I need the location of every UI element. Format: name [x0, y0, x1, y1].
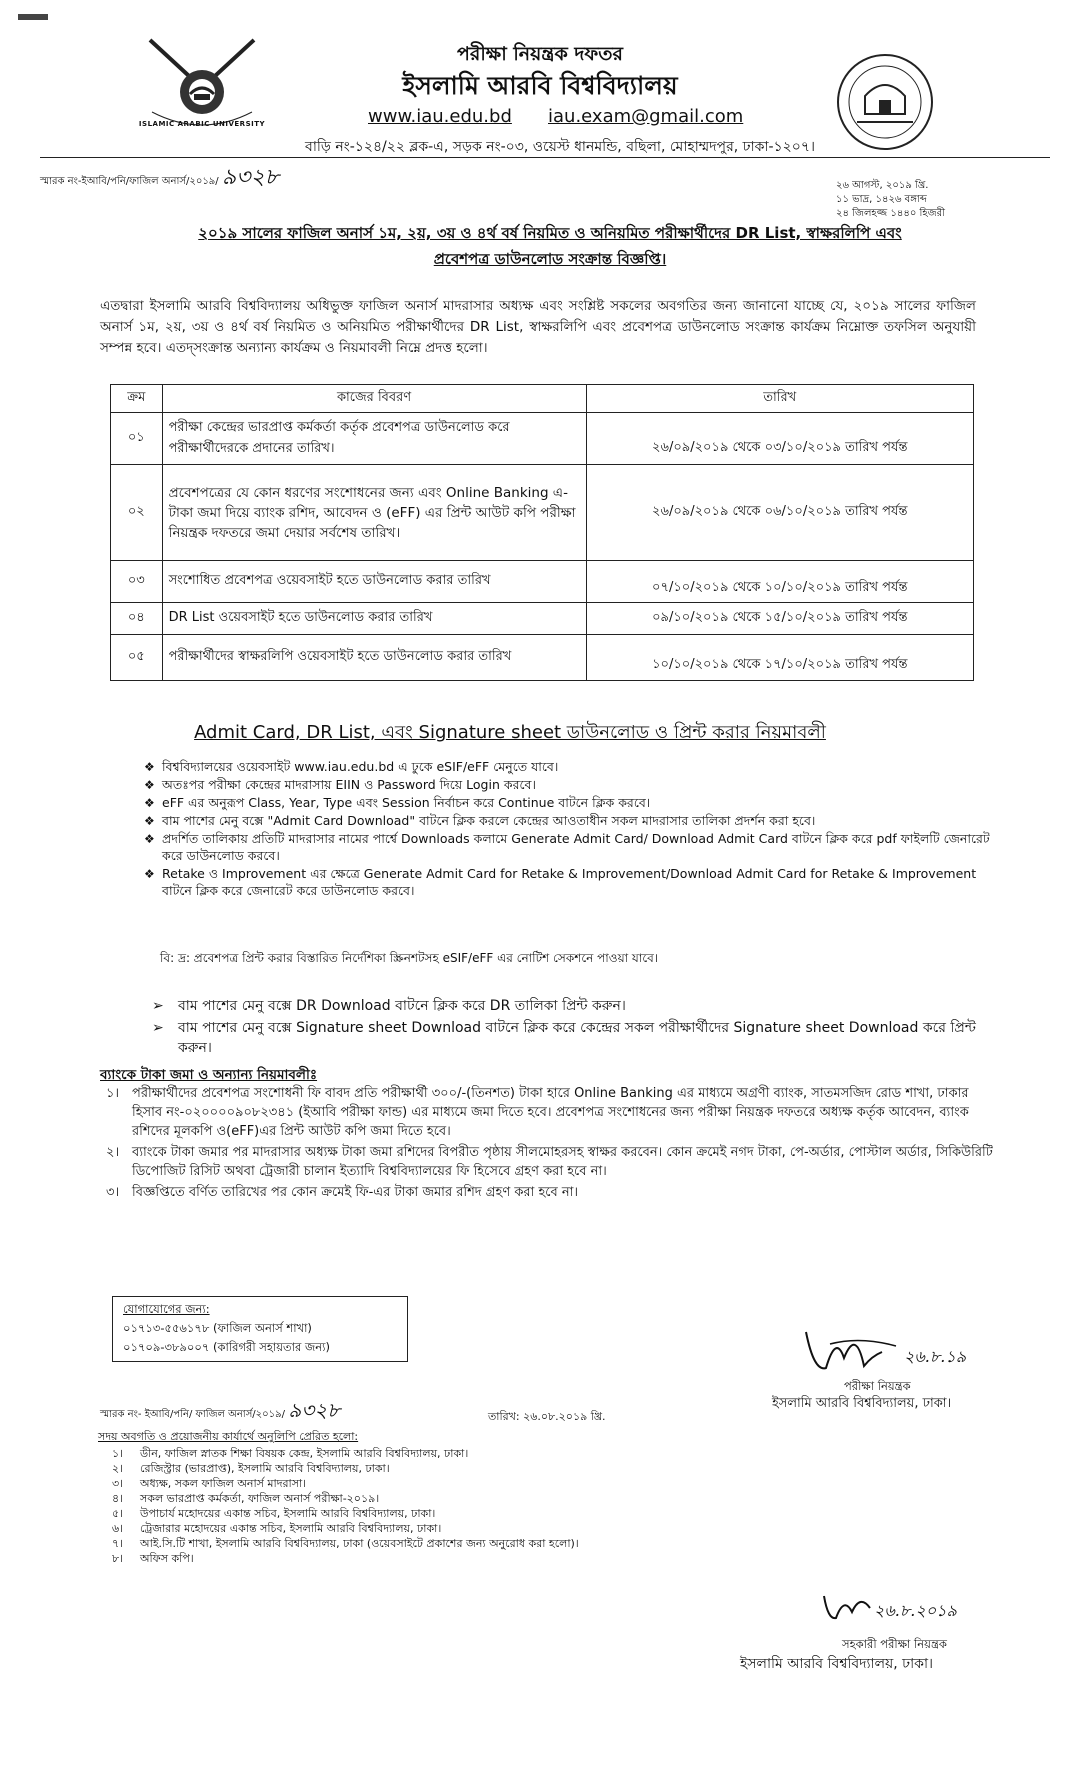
rules-heading: Admit Card, DR List, এবং Signature sheet ডাউনলোড ও প্রিন্ট করার নিয়মাবলী — [194, 722, 826, 743]
university-name: ইসলামি আরবি বিশ্ববিদ্যালয় — [402, 71, 678, 100]
copy-item-text: ট্রেজারার মহোদয়ের একান্ত সচিব, ইসলামি আরবি বিশ্ববিদ্যালয়, ঢাকা। — [140, 1522, 442, 1535]
copy-memo-date: তারিখ: ২৬.০৮.২০১৯ খ্রি. — [488, 1410, 606, 1423]
item-number: ২। — [106, 1145, 120, 1160]
list-item — [112, 1521, 732, 1536]
header-serial: ক্রম — [111, 385, 163, 413]
row-task: পরীক্ষা কেন্দ্রের ভারপ্রাপ্ত কর্মকর্তা কর্তৃক প্রবেশপত্র ডাউনলোড করে পরীক্ষার্থীদেরকে প্রদানের তারিখ। — [162, 413, 586, 465]
arrow-bullet-icon: ➢ — [152, 998, 164, 1014]
memo-ref-number: ৯৩২৮ — [221, 165, 280, 190]
list-item — [112, 1476, 732, 1491]
item-number: ১। — [106, 1086, 120, 1101]
list-item — [112, 1491, 732, 1506]
table-row — [111, 561, 974, 603]
diamond-bullet-icon: ❖ — [144, 760, 155, 774]
arrow-item-text: বাম পাশের মেনু বক্সে DR Download বাটনে ক্লিক করে DR তালিকা প্রিন্ট করুন। — [178, 998, 626, 1014]
diamond-bullet-icon: ❖ — [144, 867, 155, 881]
memo-date-hijri: ২৪ জিলহজ্জ ১৪৪০ হিজরী — [836, 208, 945, 219]
address: বাড়ি নং-১২৪/২২ ব্লক-এ, সড়ক নং-০৩, ওয়েস্ট ধানমন্ডি, বছিলা, মোহাম্মদপুর, ঢাকা-১২০৭। — [305, 139, 815, 155]
header-rule — [40, 157, 1050, 158]
copy-item-text: আই.সি.টি শাখা, ইসলামি আরবি বিশ্ববিদ্যালয়, ঢাকা (ওয়েবসাইটে প্রকাশের জন্য অনুরোধ করা হলো)। — [140, 1537, 579, 1550]
controller-org: ইসলামি আরবি বিশ্ববিদ্যালয়, ঢাকা। — [772, 1396, 952, 1411]
row-serial: ০৪ — [111, 603, 163, 635]
list-item — [112, 1536, 732, 1551]
rule-text: অতঃপর পরীক্ষা কেন্দ্রের মাদরাসায় EIIN ও Password দিয়ে Login করবে। — [162, 777, 536, 792]
assistant-org: ইসলামি আরবি বিশ্ববিদ্যালয়, ঢাকা। — [740, 1656, 934, 1672]
diamond-bullet-icon: ❖ — [144, 814, 155, 828]
list-item — [140, 865, 1000, 899]
contact-phone-2: ০১৭০৯-৩৮৯০০৭ (কারিগরী সহায়তার জন্য) — [123, 1340, 330, 1354]
bank-rule-text: ব্যাংকে টাকা জমার পর মাদরাসার অধ্যক্ষ টাকা জমা রশিদের বিপরীত পৃষ্ঠায় সীলমোহরসহ স্বাক্ষর করবেন। কোন ক্রমেই নগদ টাকা, পে-অর্ডার, পোস্টাল অর্ডার, সিকিউরিটি ডিপোজিট রিসিট অথবা ট্রেজারী চালান ইত্যাদি বিশ্ববিদ্যালয়ের ফি হিসেবে গ্রহণ করা হবে না। — [132, 1145, 993, 1179]
list-item — [140, 812, 1000, 829]
table-row — [111, 465, 974, 561]
arrow-bullet-icon: ➢ — [152, 1020, 164, 1036]
list-item — [112, 1446, 732, 1461]
item-number: ৫। — [112, 1507, 124, 1520]
list-item — [140, 776, 1000, 793]
item-number: ২। — [112, 1462, 124, 1475]
signature-assistant — [818, 1588, 1018, 1638]
row-task: পরীক্ষার্থীদের স্বাক্ষরলিপি ওয়েবসাইট হতে ডাউনলোড করার তারিখ — [162, 635, 586, 681]
intro-paragraph: এতদ্বারা ইসলামি আরবি বিশ্ববিদ্যালয় অধিভুক্ত ফাজিল অনার্স মাদরাসার অধ্যক্ষ এবং সংশ্লিষ্ট সকলের অবগতির জন্য জানানো যাচ্ছে যে, ২০১৯ সালের ফাজিল অনার্স ১ম, ২য়, ৩য় ও ৪র্থ বর্ষ নিয়মিত ও অনিয়মিত পরীক্ষার্থীদের DR List, স্বাক্ষরলিপি এবং প্রবেশপত্র ডাউনলোড সংক্রান্ত কার্যক্রম নিম্নোক্ত তফসিল অনুযায়ী সম্পন্ন হবে। এতদ্সংক্রান্ত অন্যান্য কার্যক্রম ও নিয়মাবলী নিম্নে প্রদত্ত হলো। — [100, 298, 976, 356]
handwritten-signature-icon — [818, 1588, 878, 1628]
row-serial: ০১ — [111, 413, 163, 465]
university-logo — [132, 32, 272, 140]
notice-title-line2: প্রবেশপত্র ডাউনলোড সংক্রান্ত বিজ্ঞপ্তি। — [433, 250, 667, 268]
table-row — [111, 635, 974, 681]
copy-list — [112, 1446, 732, 1566]
item-number: ৩। — [112, 1477, 124, 1490]
rule-text: বাম পাশের মেনু বক্সে "Admit Card Download" বাটনে ক্লিক করলে কেন্দ্রের আওতাধীন সকল মাদরাসার তালিকা প্রদর্শন করা হবে। — [162, 813, 816, 828]
list-item — [112, 1506, 732, 1521]
copy-item-text: অধ্যক্ষ, সকল ফাজিল অনার্স মাদরাসা। — [140, 1477, 307, 1490]
item-number: ৭। — [112, 1537, 124, 1550]
bank-rules-list — [106, 1084, 1000, 1204]
bank-heading: ব্যাংকে টাকা জমা ও অন্যান্য নিয়মাবলীঃ — [100, 1067, 318, 1083]
list-item — [112, 1551, 732, 1566]
diamond-bullet-icon: ❖ — [144, 832, 155, 846]
memo-date-bn: ১১ ভাদ্র, ১৪২৬ বঙ্গাব্দ — [836, 194, 927, 205]
memo-date-en: ২৬ আগস্ট, ২০১৯ খ্রি. — [836, 180, 929, 191]
row-serial: ০২ — [111, 465, 163, 561]
contact-heading: যোগাযোগের জন্য: — [123, 1302, 210, 1316]
list-item — [106, 1084, 1000, 1141]
row-task: DR List ওয়েবসাইট হতে ডাউনলোড করার তারিখ — [162, 603, 586, 635]
table-row — [111, 603, 974, 635]
diamond-bullet-icon: ❖ — [144, 796, 155, 810]
rule-text: eFF এর অনুরূপ Class, Year, Type এবং Session নির্বাচন করে Continue বাটনে ক্লিক করবে। — [162, 795, 651, 810]
row-serial: ০৫ — [111, 635, 163, 681]
copy-item-text: সকল ভারপ্রাপ্ত কর্মকর্তা, ফাজিল অনার্স পরীক্ষা-২০১৯। — [140, 1492, 380, 1505]
copy-memo-ref — [100, 1396, 340, 1429]
logo-text: ISLAMIC ARABIC UNIVERSITY — [138, 120, 266, 128]
item-number: ৮। — [112, 1552, 124, 1565]
list-item — [148, 1018, 1008, 1058]
row-date: ০৭/১০/২০১৯ থেকে ১০/১০/২০১৯ তারিখ পর্যন্ত — [586, 561, 974, 603]
rule-text: প্রদর্শিত তালিকায় প্রতিটি মাদরাসার নামের পার্শ্বে Downloads কলামে Generate Admit Card/ Download Admit Card বাটনে ক্লিক করে pdf ফাইলটি জেনারেট করে ডাউনলোড করবে। — [162, 831, 990, 863]
diamond-bullet-icon: ❖ — [144, 778, 155, 792]
list-item — [140, 794, 1000, 811]
website-link[interactable]: www.iau.edu.bd — [368, 106, 512, 127]
office-name: পরীক্ষা নিয়ন্ত্রক দফতর — [457, 43, 623, 65]
copy-memo-ref-number: ৯৩২৮ — [288, 1398, 341, 1422]
copy-item-text: রেজিস্ট্রার (ভারপ্রাপ্ত), ইসলামি আরবি বিশ্ববিদ্যালয়, ঢাকা। — [140, 1462, 390, 1475]
schedule-header-row — [111, 385, 974, 413]
email-link[interactable]: iau.exam@gmail.com — [548, 106, 744, 127]
row-date: ০৯/১০/২০১৯ থেকে ১৫/১০/২০১৯ তারিখ পর্যন্ত — [586, 603, 974, 635]
copy-item-text: অফিস কপি। — [140, 1552, 194, 1565]
row-serial: ০৩ — [111, 561, 163, 603]
bank-rule-text: পরীক্ষার্থীদের প্রবেশপত্র সংশোধনী ফি বাবদ প্রতি পরীক্ষার্থী ৩০০/-(তিনশত) টাকা হারে Online Banking এর মাধ্যমে অগ্রণী ব্যাংক, সাতমসজিদ রোড শাখা, ঢাকার হিসাব নং-০২০০০০৯০৮২৩৪১ (ইআবি পরীক্ষা ফান্ড) এর মাধ্যমে জমা দিতে হবে। প্রবেশপত্র সংশোধনের জন্য পরীক্ষা নিয়ন্ত্রক দফতরে অধ্যক্ষ কর্তৃক আবেদন, ব্যাংক রশিদের মূলকপি ও(eFF)এর প্রিন্ট আউট কপি জমা দিতে হবে। — [132, 1086, 969, 1139]
table-row — [111, 413, 974, 465]
list-item — [140, 758, 1000, 775]
arrow-list — [148, 996, 1008, 1060]
rules-list — [140, 758, 1000, 900]
list-item — [148, 996, 1008, 1016]
contact-box — [112, 1296, 408, 1362]
controller-title: পরীক্ষা নিয়ন্ত্রক — [844, 1379, 911, 1393]
row-task: সংশোধিত প্রবেশপত্র ওয়েবসাইট হতে ডাউনলোড করার তারিখ — [162, 561, 586, 603]
signature-controller — [800, 1322, 980, 1382]
item-number: ৬। — [112, 1522, 124, 1535]
copy-item-text: উপাচার্য মহোদয়ের একান্ত সচিব, ইসলামি আরবি বিশ্ববিদ্যালয়, ঢাকা। — [140, 1507, 436, 1520]
header-task: কাজের বিবরণ — [162, 385, 586, 413]
list-item — [112, 1461, 732, 1476]
schedule-table — [110, 384, 974, 681]
header-date: তারিখ — [586, 385, 974, 413]
rule-text: Retake ও Improvement এর ক্ষেত্রে Generate Admit Card for Retake & Improvement/Download Admit Card for Retake & Improvement বাটনে ক্লিক করে জেনারেট করে ডাউনলোড করবে। — [162, 866, 977, 898]
item-number: ১। — [112, 1447, 124, 1460]
bank-rule-text: বিজ্ঞপ্তিতে বর্ণিত তারিখের পর কোন ক্রমেই ফি-এর টাকা জমার রশিদ গ্রহণ করা হবে না। — [132, 1185, 579, 1200]
item-number: ৩। — [106, 1185, 120, 1200]
note-text: বি: দ্র: প্রবেশপত্র প্রিন্ট করার বিস্তারিত নির্দেশিকা স্ক্রিনশটসহ eSIF/eFF এর নোটিশ সেকশনে পাওয়া যাবে। — [160, 951, 659, 965]
contact-phone-1: ০১৭১৩-৫৫৬১৭৮ (ফাজিল অনার্স শাখা) — [123, 1321, 312, 1335]
row-date: ১০/১০/২০১৯ থেকে ১৭/১০/২০১৯ তারিখ পর্যন্ত — [586, 635, 974, 681]
row-date: ২৬/০৯/২০১৯ থেকে ০৩/১০/২০১৯ তারিখ পর্যন্ত — [586, 413, 974, 465]
copy-memo-heading: সদয় অবগতি ও প্রয়োজনীয় কার্যার্থে অনুলিপি প্রেরিত হলো: — [98, 1430, 359, 1443]
assistant-title: সহকারী পরীক্ষা নিয়ন্ত্রক — [842, 1637, 947, 1651]
rule-text: বিশ্ববিদ্যালয়ের ওয়েবসাইট www.iau.edu.bd এ ঢুকে eSIF/eFF মেনুতে যাবে। — [162, 759, 559, 774]
notice-title-line1: ২০১৯ সালের ফাজিল অনার্স ১ম, ২য়, ৩য় ও ৪র্থ বর্ষ নিয়মিত ও অনিয়মিত পরীক্ষার্থীদের DR List, স্বাক্ষরলিপি এবং — [198, 224, 902, 242]
list-item — [106, 1183, 1000, 1202]
signature-date: ২৬.৮.২০১৯ — [874, 1601, 957, 1620]
copy-item-text: ডীন, ফাজিল স্নাতক শিক্ষা বিষয়ক কেন্দ্র, ইসলামি আরবি বিশ্ববিদ্যালয়, ঢাকা। — [140, 1447, 469, 1460]
signature-date: ২৬.৮.১৯ — [904, 1347, 967, 1366]
memo-ref-text: স্মারক নং-ইআবি/পনি/ফাজিল অনার্স/২০১৯/ — [40, 176, 219, 187]
memo-ref — [40, 160, 279, 197]
list-item — [140, 830, 1000, 864]
schedule-table-wrap — [110, 384, 974, 681]
scan-mark — [18, 14, 48, 20]
list-item — [106, 1143, 1000, 1181]
row-task: প্রবেশপত্রের যে কোন ধরণের সংশোধনের জন্য এবং Online Banking এ- টাকা জমা দিয়ে ব্যাংক রশিদ, আবেদন ও (eFF) এর প্রিন্ট আউট কপি পরীক্ষা নিয়ন্ত্রক দফতরে জমা দেয়ার সর্বশেষ তারিখ। — [162, 465, 586, 561]
row-date: ২৬/০৯/২০১৯ থেকে ০৬/১০/২০১৯ তারিখ পর্যন্ত — [586, 465, 974, 561]
item-number: ৪। — [112, 1492, 124, 1505]
copy-memo-ref-text: স্মারক নং- ইআবি/পনি/ ফাজিল অনার্স/২০১৯/ — [100, 1409, 286, 1420]
arrow-item-text: বাম পাশের মেনু বক্সে Signature sheet Download বাটনে ক্লিক করে কেন্দ্রের সকল পরীক্ষার্থীদের Signature sheet Download করে প্রিন্ট করুন। — [178, 1020, 976, 1056]
